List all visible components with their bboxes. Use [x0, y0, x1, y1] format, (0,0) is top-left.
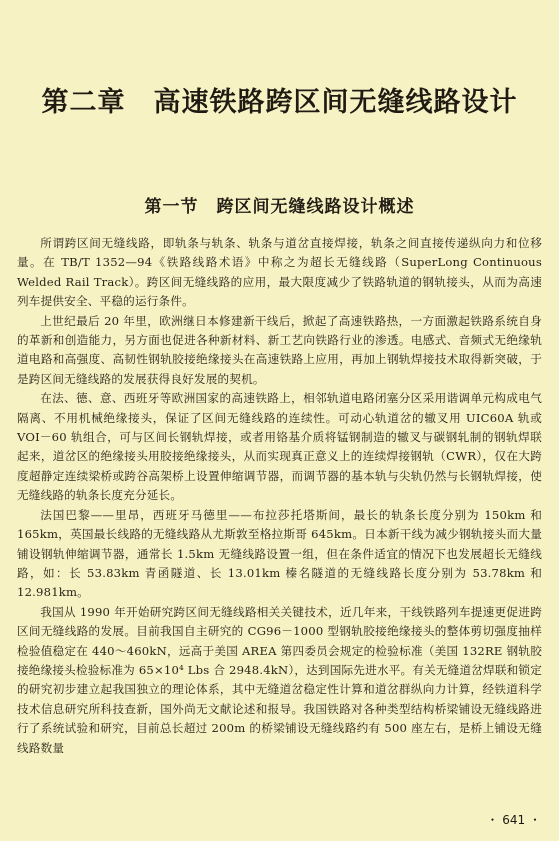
- chapter-title: 第二章 高速铁路跨区间无缝线路设计: [41, 87, 518, 119]
- page-number: ・ 641 ・: [486, 813, 541, 827]
- section-title: 第一节 跨区间无缝线路设计概述: [144, 197, 415, 218]
- paragraph: 上世纪最后 20 年里，欧洲继日本修建新干线后，掀起了高速铁路热，一方面激起铁路系统自身的革新和创造能力，另方面也促进各种新材料、新工艺向铁路行业的渗透。电感式、音频式无绝缘轨道电路和高强度、高韧性钢轨胶接绝缘接头在高速铁路上应用，再加上钢轨焊接技术取得新突破，于是跨区间无缝线路的发展获得良好发展的契机。: [17, 313, 542, 386]
- paragraph: 在法、德、意、西班牙等欧洲国家的高速铁路上，相邻轨道电路闭塞分区采用谐调单元构成电气隔离、不用机械绝缘接头，保证了区间无缝线路的连续性。可动心轨道岔的辙叉用 UIC60A 轨或 VOI－60 轨组合，可与区间长钢轨焊接，或者用铬基介质将锰钢制造的辙叉与碳钢轧制的钢轨焊联起来，道岔区的绝缘接头用胶接绝缘接头，从而实现真正意义上的连续焊接钢轨（CWR），仅在大跨度超静定连续梁桥或跨谷高架桥上设置伸缩调节器，而调节器的基本轨与尖轨仍然与长钢轨焊接，使无缝线路的轨条长度充分延长。: [17, 391, 542, 503]
- paragraph: 我国从 1990 年开始研究跨区间无缝线路相关关键技术，近几年来，干线铁路列车提速更促进跨区间无缝线路的发展。目前我国自主研究的 CG96－1000 型钢轨胶接绝缘接头的整体剪切强度抽样检验值稳定在 440～460kN，远高于美国 AREA 第四委员会规定的检验标准（美国 132RE 钢轨胶接绝缘接头检验标准为 65×10⁴ Lbs 合 2948.4kN），达到国际先进水平。有关无缝道岔焊联和锁定的研究初步建立起我国独立的理论体系，其中无缝道岔稳定性计算和道岔群纵向力计算，经铁道科学技术信息研究所科技查新，国外尚无文献论述和报导。我国铁路对各种类型结构桥梁铺设无缝线路进行了系统试验和研究，目前总长超过 200m 的桥梁铺设无缝线路约有 500 座左右，是桥上铺设无缝线路数量: [17, 604, 543, 755]
- paragraph: 法国巴黎——里昂，西班牙马德里——布拉莎托塔斯间，最长的轨条长度分别为 150km 和 165km，英国最长线路的无缝线路从尤斯敦至格拉斯哥 645km。日本新干线为减少钢轨接头而大量铺设钢轨伸缩调节器，通常长 1.5km 无缝线路设置一组，但在条件适宜的情况下也发展超长无缝线路，如：长 53.83km 青函隧道、长 13.01km 榛名隧道的无缝线路长度分别为 53.78km 和 12.981km。: [17, 507, 542, 600]
- body-text: [17, 234, 542, 758]
- paragraph: 所谓跨区间无缝线路，即轨条与轨条、轨条与道岔直接焊接，轨条之间直接传递纵向力和位移量。在 TB/T 1352—94《铁路线路术语》中称之为超长无缝线路（SuperLong Continuous Welded Rail Track）。跨区间无缝线路的应用，最大限度减少了铁路轨道的钢轨接头，从而为高速列车提供安全、平稳的运行条件。: [17, 236, 542, 309]
